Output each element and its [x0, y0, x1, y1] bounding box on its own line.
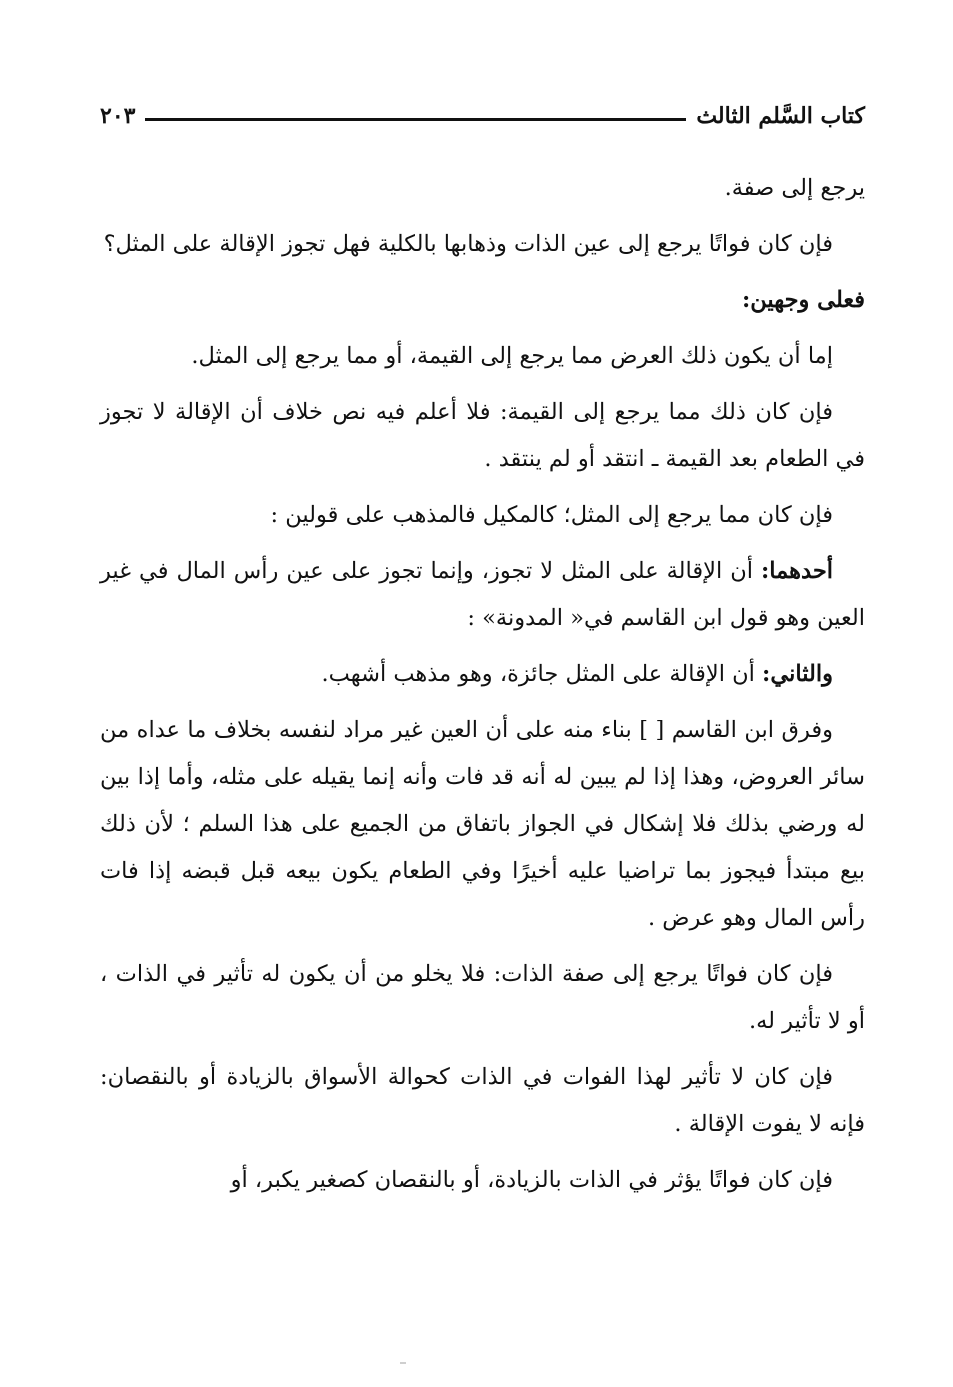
paragraph-4: فإن كان ذلك مما يرجع إلى القيمة: فلا أعلم فيه نص خلاف أن الإقالة لا تجوز في الطعام بعد القيمة ـ انتقد أو لم ينتقد . — [100, 399, 865, 472]
paragraph-6-text: أن الإقالة على المثل لا تجوز، وإنما تجوز على عين رأس المال في غير العين وهو قول ابن القاسم في« المدونة» : — [100, 558, 865, 631]
paragraph-1: يرجع إلى صفة. — [724, 175, 865, 201]
paragraph-9: فإن كان فواتًا يرجع إلى صفة الذات: فلا يخلو من أن يكون له تأثير في الذات ، أو لا تأثير له. — [100, 961, 865, 1034]
running-title: كتاب السَّلم الثالث — [696, 103, 865, 129]
paragraph-10: فإن كان لا تأثير لهذا الفوات في الذات كحوالة الأسواق بالزيادة أو بالنقصان: فإنه لا يفوت الإقالة . — [100, 1064, 865, 1137]
paragraph-7-lead: والثاني: — [762, 661, 833, 687]
page-body — [100, 165, 865, 1213]
header-rule — [145, 118, 686, 121]
paragraph-6 — [100, 548, 865, 642]
paragraph-8: وفرق ابن القاسم [ ] بناء منه على أن العين غير مراد لنفسه بخلاف ما عداه من سائر العروض، وهذا إذا لم يبين له أنه قد فات وأنه إنما يقيله على مثله، وأما إذا بين له ورضي بذلك فلا إشكال في الجواز باتفاق من الجميع على هذا السلم ؛ لأن ذلك بيع مبتدأ فيجوز بما تراضيا عليه أخيرًا وفي الطعام يكون بيعه قبل قبضه إذا فات رأس المال وهو عرض . — [100, 717, 865, 931]
section-heading: فعلى وجهين: — [741, 287, 865, 313]
paragraph-7 — [100, 651, 865, 698]
page-number: ٢٠٣ — [100, 103, 136, 129]
paragraph-3: إما أن يكون ذلك العرض مما يرجع إلى القيمة، أو مما يرجع إلى المثل. — [191, 343, 833, 369]
paragraph-2: فإن كان فواتًا يرجع إلى عين الذات وذهابها بالكلية فهل تجوز الإقالة على المثل؟ — [103, 231, 833, 257]
scan-mark — [400, 1362, 406, 1364]
running-header — [100, 96, 865, 136]
paragraph-11: فإن كان فواتًا يؤثر في الذات بالزيادة، أو بالنقصان كصغير يكبر، أو — [230, 1167, 833, 1193]
paragraph-6-lead: أحدهما: — [760, 558, 833, 584]
paragraph-5: فإن كان مما يرجع إلى المثل؛ كالمكيل فالمذهب على قولين : — [270, 502, 833, 528]
paragraph-7-text: أن الإقالة على المثل جائزة، وهو مذهب أشهب. — [321, 661, 763, 687]
